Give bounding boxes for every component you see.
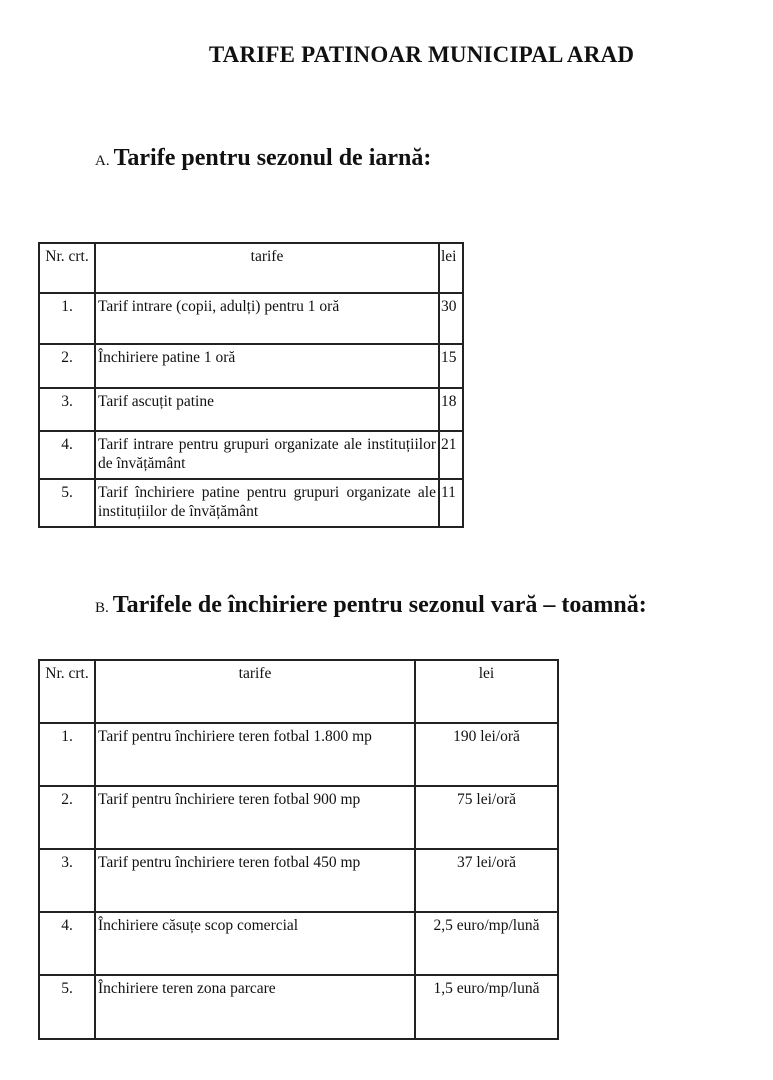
section-a-heading [95, 145, 431, 172]
row-price: 37 lei/oră [415, 849, 558, 912]
table-row [39, 293, 463, 344]
row-number: 5. [39, 975, 95, 1039]
row-number: 5. [39, 479, 95, 527]
row-price: 2,5 euro/mp/lună [415, 912, 558, 975]
table-row [39, 723, 558, 786]
row-number: 4. [39, 912, 95, 975]
summer-autumn-tariffs-table [38, 659, 559, 1040]
table-row [39, 388, 463, 431]
document-title: TARIFE PATINOAR MUNICIPAL ARAD [208, 42, 635, 67]
row-price: 15 [439, 344, 463, 388]
row-price: 30 [439, 293, 463, 344]
row-description: Tarif pentru închiriere teren fotbal 1.800 mp [95, 723, 415, 786]
column-header-lei: lei [415, 660, 558, 723]
row-price: 11 [439, 479, 463, 527]
row-number: 4. [39, 431, 95, 479]
row-description: Închiriere teren zona parcare [95, 975, 415, 1039]
table-row [39, 786, 558, 849]
row-number: 2. [39, 344, 95, 388]
row-description: Tarif închiriere patine pentru grupuri organizate ale instituțiilor de învățământ [95, 479, 439, 527]
table-row [39, 975, 558, 1039]
column-header-nr: Nr. crt. [39, 660, 95, 723]
section-b-title: Tarifele de închiriere pentru sezonul vară – toamnă: [112, 592, 647, 618]
winter-tariffs-table [38, 242, 464, 528]
row-description: Tarif intrare pentru grupuri organizate ale instituțiilor de învățământ [95, 431, 439, 479]
column-header-lei: lei [439, 243, 463, 293]
row-price: 1,5 euro/mp/lună [415, 975, 558, 1039]
row-price: 18 [439, 388, 463, 431]
table-row [39, 479, 463, 527]
section-b-heading [95, 592, 647, 619]
column-header-nr: Nr. crt. [39, 243, 95, 293]
table-header-row [39, 243, 463, 293]
section-b-letter: B. [95, 600, 109, 616]
row-description: Tarif ascuțit patine [95, 388, 439, 431]
row-number: 1. [39, 723, 95, 786]
row-description: Închiriere patine 1 oră [95, 344, 439, 388]
row-price: 190 lei/oră [415, 723, 558, 786]
table-row [39, 344, 463, 388]
table-row [39, 912, 558, 975]
row-number: 3. [39, 849, 95, 912]
row-number: 1. [39, 293, 95, 344]
row-description: Închiriere căsuțe scop comercial [95, 912, 415, 975]
row-description: Tarif pentru închiriere teren fotbal 450 mp [95, 849, 415, 912]
table-row [39, 849, 558, 912]
row-description: Tarif intrare (copii, adulți) pentru 1 oră [95, 293, 439, 344]
section-a-letter: A. [95, 153, 110, 169]
section-a-title: Tarife pentru sezonul de iarnă: [113, 145, 432, 171]
row-number: 3. [39, 388, 95, 431]
row-price: 75 lei/oră [415, 786, 558, 849]
table-row [39, 431, 463, 479]
table-header-row [39, 660, 558, 723]
row-description: Tarif pentru închiriere teren fotbal 900 mp [95, 786, 415, 849]
row-number: 2. [39, 786, 95, 849]
column-header-tarife: tarife [95, 243, 439, 293]
column-header-tarife: tarife [95, 660, 415, 723]
row-price: 21 [439, 431, 463, 479]
